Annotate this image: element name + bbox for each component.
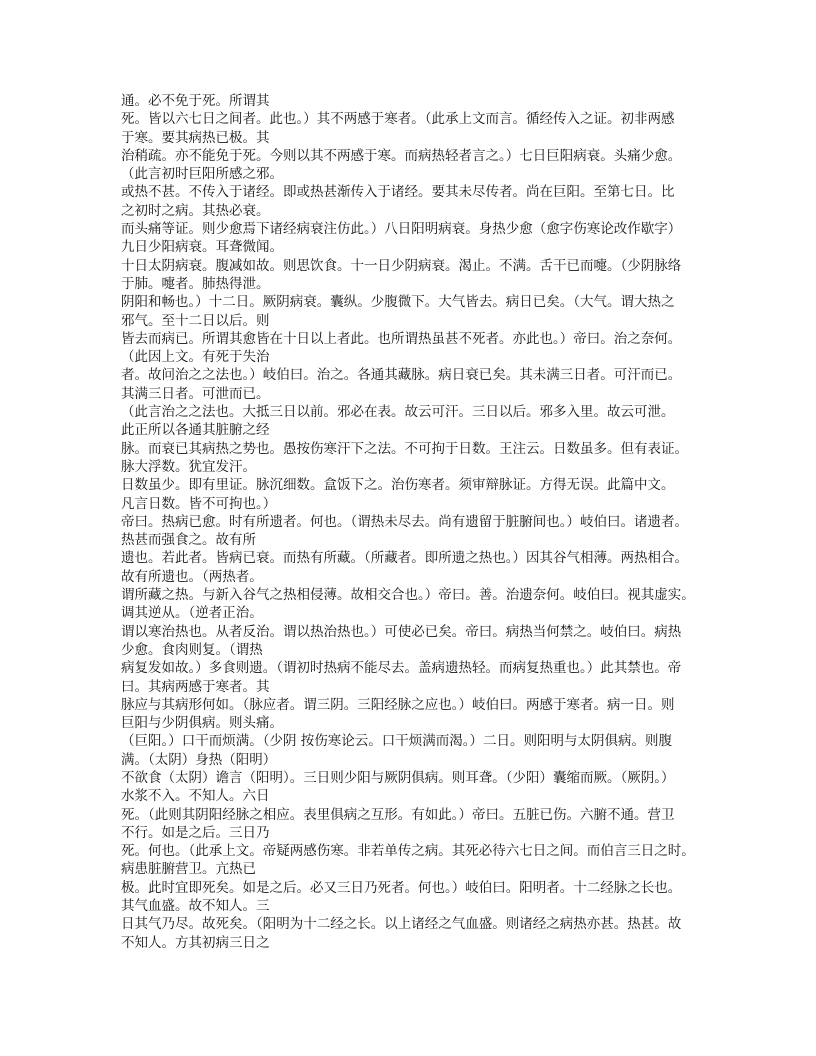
text-line: 死。（此则其阴阳经脉之相应。表里俱病之互形。有如此。）帝曰。五脏已伤。六腑不通。营卫 (121, 806, 675, 823)
text-line: 于肺。嚏者。肺热得泄。 (121, 275, 270, 292)
text-line: 邪气。至十二日以后。则 (121, 312, 270, 329)
text-line: 日其气乃尽。故死矣。（阳明为十二经之长。以上诸经之气血盛。则诸经之病热亦甚。热甚。故 (121, 916, 682, 933)
text-line: 治稍疏。亦不能免于死。今则以其不两感于寒。而病热轻者言之。）七日巨阳病衰。头痛少愈。 (121, 147, 682, 164)
text-line: 十日太阴病衰。腹减如故。则思饮食。十一日少阴病衰。渴止。不满。舌干已而嚏。（少阴脉络 (121, 257, 682, 274)
text-line: 少愈。食肉则复。（谓热 (121, 641, 263, 658)
text-line: （此言治之之法也。大抵三日以前。邪必在表。故云可汗。三日以后。邪多入里。故云可泄。 (121, 404, 675, 421)
text-line: 死。皆以六七日之间者。此也。）其不两感于寒者。（此承上文而言。循经传入之证。初非两感 (121, 111, 675, 128)
text-line: 曰。其病两感于寒者。其 (121, 678, 270, 695)
text-line: 调其逆从。（逆者正治。 (121, 605, 263, 622)
text-line: 水浆不入。不知人。六日 (121, 788, 270, 805)
text-line: 此正所以各通其脏腑之经 (121, 422, 270, 439)
text-line: 皆去而病已。所谓其愈皆在十日以上者此。也所谓热虽甚不死者。亦此也。）帝曰。治之奈何。 (121, 330, 682, 347)
text-line: 满。（太阴）身热（阳明） (121, 751, 277, 768)
text-line: 或热不甚。不传入于诸经。即或热甚渐传入于诸经。要其未尽传者。尚在巨阳。至第七日。比 (121, 184, 675, 201)
text-line: 脉大浮数。犹宜发汗。 (121, 458, 256, 475)
document-body (121, 92, 711, 952)
text-line: 遗也。若此者。皆病已衰。而热有所藏。（所藏者。即所遗之热也。）因其谷气相薄。两热相合。 (121, 550, 688, 567)
text-line: 帝曰。热病已愈。时有所遗者。何也。（谓热未尽去。尚有遗留于脏腑间也。）岐伯曰。诸遗者。 (121, 513, 688, 530)
text-line: 于寒。要其病热已极。其 (121, 129, 270, 146)
text-line: 脉应与其病形何如。（脉应者。谓三阴。三阳经脉之应也。）岐伯曰。两感于寒者。病一日。则 (121, 696, 675, 713)
text-line: 通。必不免于死。所谓其 (121, 93, 270, 109)
text-line: 巨阳与少阴俱病。则头痛。 (121, 715, 283, 732)
text-line: （此因上文。有死于失治 (121, 349, 270, 366)
text-line: 阴阳和畅也。）十二日。厥阴病衰。囊纵。少腹微下。大气皆去。病日已矣。（大气。谓大热之 (121, 294, 675, 311)
text-line: 不知人。方其初病三日之 (121, 934, 270, 951)
text-line: 热甚而强食之。故有所 (121, 532, 256, 549)
text-line: （此言初时巨阳所感之邪。 (121, 166, 283, 183)
text-line: 谓所藏之热。与新入谷气之热相侵薄。故相交合也。）帝曰。善。治遗奈何。岐伯曰。视其虚实。 (121, 587, 695, 604)
text-line: 故有所遗也。（两热者。 (121, 568, 263, 585)
text-line: 凡言日数。皆不可拘也。） (121, 495, 277, 512)
text-line: 者。故问治之之法也。）岐伯曰。治之。各通其藏脉。病日衰已矣。其未满三日者。可汗而已。 (121, 367, 682, 384)
text-line: 脉。而衰已其病热之势也。愚按伤寒汗下之法。不可拘于日数。王注云。日数虽多。但有表证。 (121, 440, 688, 457)
text-line: 九日少阳病衰。耳聋微闻。 (121, 239, 283, 256)
text-line: 病复发如故。）多食则遗。（谓初时热病不能尽去。盖病遗热轻。而病复热重也。）此其禁也。帝 (121, 660, 682, 677)
text-line: 之初时之病。其热必衰。 (121, 202, 270, 219)
text-line: 日数虽少。即有里证。脉沉细数。盒饭下之。治伤寒者。须审辩脉证。方得无误。此篇中文。 (121, 477, 675, 494)
text-line: 谓以寒治热也。从者反治。谓以热治热也。）可使必已矣。帝曰。病热当何禁之。岐伯曰。病热 (121, 623, 682, 640)
text-line: 其满三日者。可泄而已。 (121, 385, 270, 402)
text-line: 极。此时宜即死矣。如是之后。必又三日乃死者。何也。）岐伯曰。阳明者。十二经脉之长也。 (121, 879, 682, 896)
text-line: 不欲食（太阴）谵言（阳明）。三日则少阳与厥阴俱病。则耳聋。（少阳）囊缩而厥。（厥阴。） (121, 769, 675, 786)
text-line: 不行。如是之后。三日乃 (121, 824, 270, 841)
text-line: 病患脏腑营卫。亢热已 (121, 861, 256, 878)
text-line: 死。何也。（此承上文。帝疑两感伤寒。非若单传之病。其死必待六七日之间。而伯言三日之时。 (121, 843, 695, 860)
text-line: 而头痛等证。则少愈焉下诸经病衰注仿此。）八日阳明病衰。身热少愈（愈字伤寒论改作歇字） (121, 221, 682, 238)
text-line: （巨阳。）口干而烦满。（少阴 按伤寒论云。口干烦满而渴。）二日。则阳明与太阴俱病。则腹 (121, 733, 673, 750)
text-line: 其气血盛。故不知人。三 (121, 898, 270, 915)
